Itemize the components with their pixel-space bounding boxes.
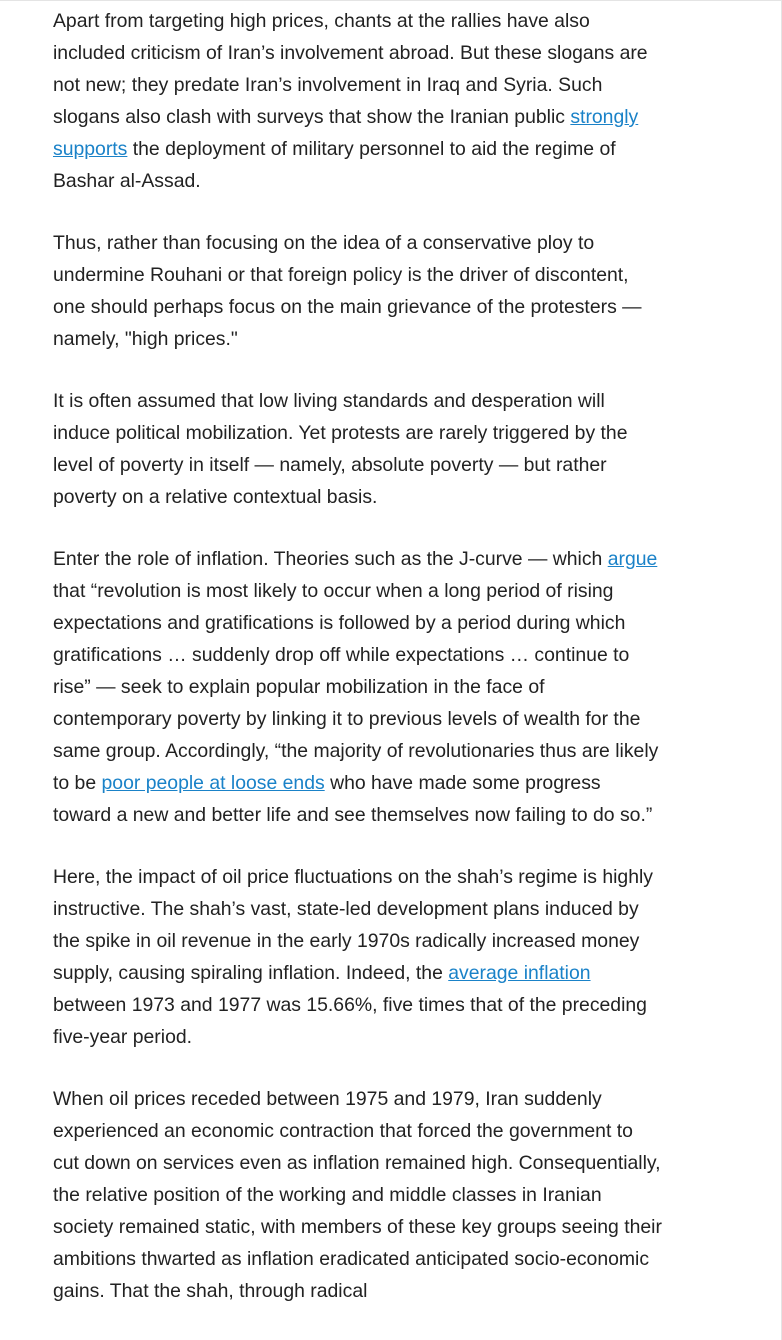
average-inflation-link[interactable]: average inflation <box>448 962 591 984</box>
paragraph-oil-prices <box>53 861 663 1053</box>
strongly-supports-link[interactable]: strongly supports <box>53 106 639 160</box>
paragraph-text: who have made some progress toward a new and better life and see themselves now failing to do so.” <box>53 772 653 826</box>
paragraph-relative-poverty <box>53 385 663 513</box>
paragraph-economic-contraction <box>53 1083 663 1307</box>
paragraph-text: It is often assumed that low living standards and desperation will induce political mobilization. Yet protests are rarely triggered by the level of poverty in itself — namely, absolute poverty — but rather poverty on a relative contextual basis. <box>53 390 628 508</box>
argue-link[interactable]: argue <box>607 548 658 570</box>
poor-people-at-loose-ends-link[interactable]: poor people at loose ends <box>101 772 325 794</box>
paragraph-text: that “revolution is most likely to occur when a long period of rising expectations and gratifications is followed by a period during which gratifications … suddenly drop off while expectations … continue to rise” — seek to explain popular mobilization in the face of contemporary poverty by linking it to previous levels of wealth for the same group. Accordingly, “the majority of revolutionaries thus are likely to be <box>53 580 659 794</box>
paragraph-text: When oil prices receded between 1975 and 1979, Iran suddenly experienced an economic contraction that forced the government to cut down on services even as inflation remained high. Consequentially, the relative position of the working and middle classes in Iranian society remained static, with members of these key groups seeing their ambitions thwarted as inflation eradicated anticipated socio-economic gains. That the shah, through radical <box>53 1088 662 1302</box>
paragraph-text: Thus, rather than focusing on the idea of a conservative ploy to undermine Rouhani or that foreign policy is the driver of discontent, one should perhaps focus on the main grievance of the protesters — namely, "high prices." <box>53 232 642 350</box>
paragraph-text: Enter the role of inflation. Theories such as the J-curve — which <box>53 548 608 570</box>
paragraph-text: Here, the impact of oil price fluctuations on the shah’s regime is highly instructive. The shah’s vast, state-led development plans induced by the spike in oil revenue in the early 1970s radically increased money supply, causing spiraling inflation. Indeed, the <box>53 866 653 984</box>
paragraph-text: between 1973 and 1977 was 15.66%, five times that of the preceding five-year period. <box>53 994 647 1048</box>
paragraph-foreign-involvement <box>53 5 663 197</box>
article-body <box>53 5 663 1337</box>
paragraph-text: the deployment of military personnel to aid the regime of Bashar al-Assad. <box>53 138 616 192</box>
paragraph-text: Apart from targeting high prices, chants at the rallies have also included criticism of Iran’s involvement abroad. But these slogans are not new; they predate Iran’s involvement in Iraq and Syria. Such slogans also clash with surveys that show the Iranian public <box>53 10 648 128</box>
paragraph-j-curve <box>53 543 663 831</box>
paragraph-high-prices <box>53 227 663 355</box>
